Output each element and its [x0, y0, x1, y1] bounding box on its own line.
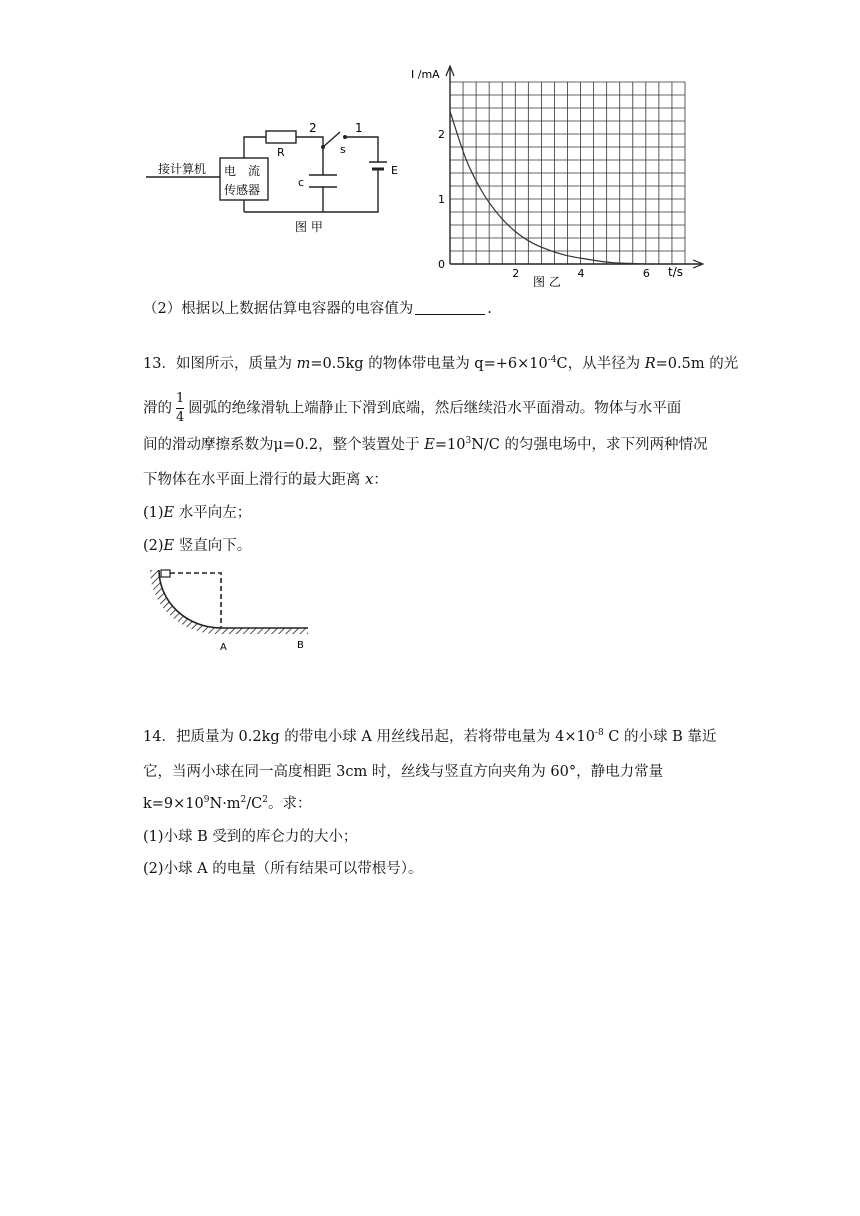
- input-label: 接计算机: [158, 162, 207, 176]
- chart-caption: 图 乙: [533, 275, 561, 289]
- capacitor-label: c: [298, 176, 305, 189]
- resistor-label: R: [277, 146, 285, 159]
- y-tick-label: 1: [438, 193, 445, 206]
- q14-line1: 14．把质量为 0.2kg 的带电小球 A 用丝线吊起，若将带电量为 $4\times 10^{-8}$ C 的小球 B 靠近: [143, 728, 717, 745]
- switch-pos2: 2: [309, 121, 317, 135]
- q13-sub1: (1)E 水平向左；: [143, 505, 252, 521]
- q14-line2: 它，当两小球在同一高度相距 3cm 时，丝线与竖直方向夹角为 60°，静电力常量: [143, 764, 664, 780]
- sensor-line2: 传感器: [224, 183, 261, 197]
- q13-line1: 13．如图所示，质量为 m=0.5kg 的物体带电量为 $q=+6\times 10^{-4}C$，从半径为 R=0.5m 的光: [143, 355, 739, 372]
- battery-label: E: [391, 164, 398, 177]
- q14-sub1: (1)小球 B 受到的库仑力的大小；: [143, 829, 358, 845]
- x-tick-label: 6: [642, 267, 650, 280]
- x-tick-label: 4: [577, 267, 585, 280]
- q13-sub2: (2)E 竖直向下。: [143, 538, 252, 554]
- q12-part2: （2）根据以上数据估算电容器的电容值为 .: [143, 301, 492, 317]
- current-time-chart: [405, 60, 705, 292]
- q13-line4: 下物体在水平面上滑行的最大距离 x：: [143, 472, 388, 488]
- switch-label: s: [340, 143, 346, 156]
- chart-grid: [450, 82, 685, 264]
- answer-blank[interactable]: [415, 300, 485, 315]
- x-tick-label: 2: [512, 267, 520, 280]
- y-tick-label: 2: [438, 128, 445, 141]
- circuit-diagram: [140, 110, 430, 240]
- q14-line3: $k=9\times 10^9N\cdot m^2/C^2$。求：: [143, 795, 312, 812]
- fraction-quarter: $\frac{1}{4}$: [176, 391, 185, 425]
- q13-line2: 滑的 $\frac{1}{4}$ 圆弧的绝缘滑轨上端静止下滑到底端，然后继续沿水平面滑动。物体与水平面: [143, 391, 682, 425]
- q14-sub2: (2)小球 A 的电量（所有结果可以带根号）。: [143, 861, 423, 877]
- point-a-label: A: [220, 642, 227, 653]
- sensor-line1: 电 流: [224, 164, 261, 178]
- x-axis-label: t/s: [668, 265, 683, 279]
- y-axis-label: I /mA: [411, 68, 440, 81]
- point-b-label: B: [297, 640, 304, 651]
- switch-pos1: 1: [355, 121, 363, 135]
- origin-label: 0: [438, 258, 445, 271]
- track-diagram: [145, 562, 320, 657]
- circuit-caption: 图 甲: [295, 220, 323, 234]
- q13-line3: 间的滑动摩擦系数为μ=0.2，整个装置处于 $E=10^3N/C$ 的匀强电场中，求下列两种情况: [143, 436, 708, 453]
